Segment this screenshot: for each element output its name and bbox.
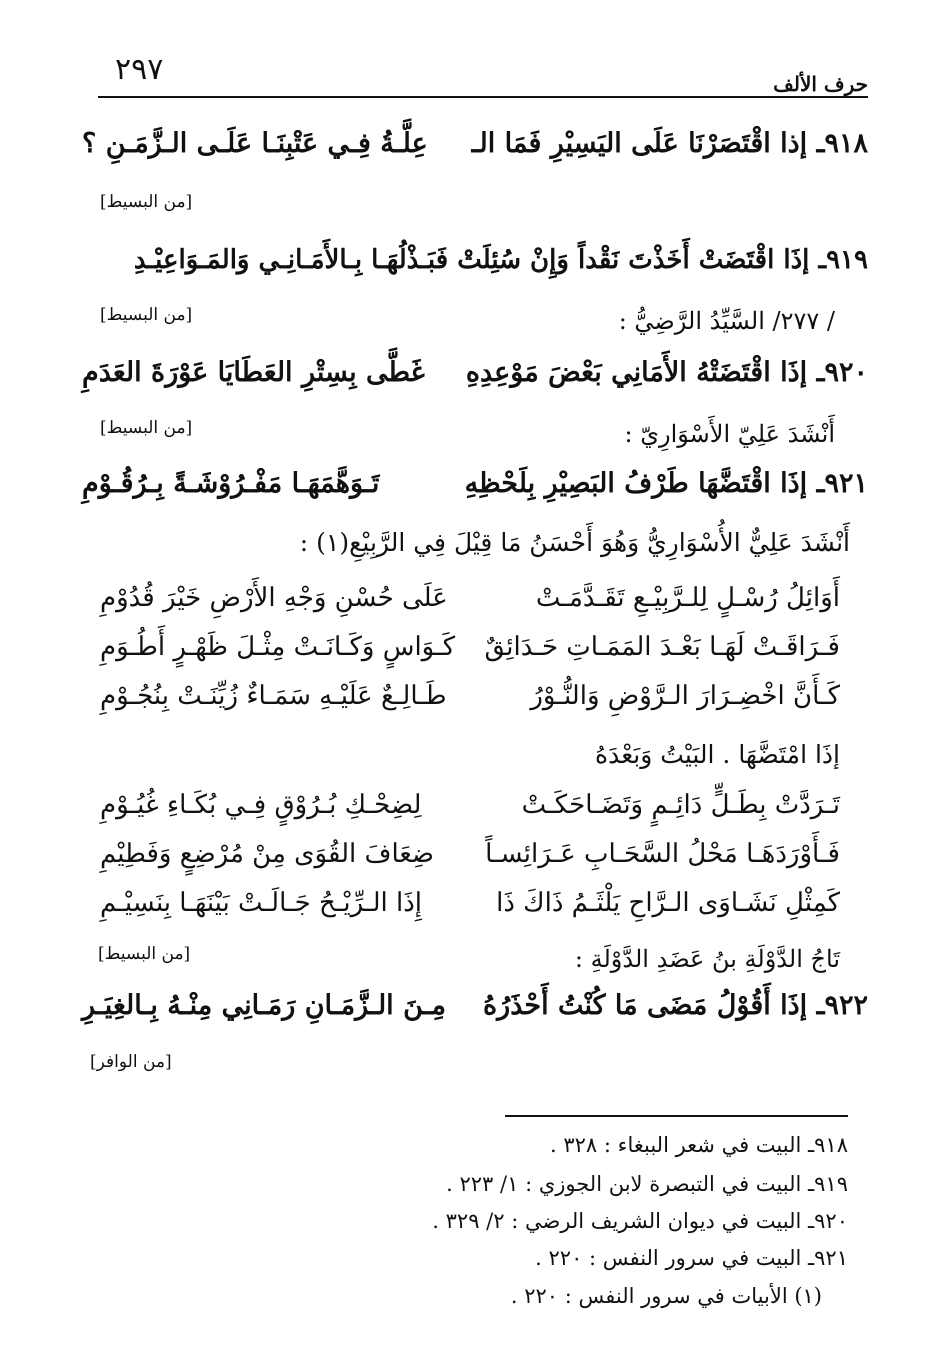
meter-label: [من البسيط] (100, 305, 193, 325)
verse-921-second-hemistich: تَـوَهَّمَهَـا مَفْـرُوْشَـةً بِـرُقُـوْمِ (82, 468, 380, 499)
verse-920-first-hemistich: ٩٢٠ـ إذَا اقْتَضَتْهُ الأَمَانِي بَعْضَ مَوْعِدِهِ (465, 357, 868, 388)
poem-line: كَمِثْلِ نَشَـاوَى الـرَّاحِ يَلْثَـمُ ذَاكَ ذَا إِذَا الـرِّيْـحُ جَـالَـتْ بَيْنَهَـا بِنَسِيْـمِ (100, 888, 840, 918)
verse-922 (82, 990, 868, 1042)
running-header: حرف الألف (773, 72, 868, 96)
header-divider (98, 96, 868, 98)
verse-920-second-hemistich: غَطَّى بِسِتْرِ العَطَايَا عَوْرَةَ العَدَمِ (82, 357, 425, 388)
verse-919-line: ٩١٩ـ إذَا اقْتَضَتْ أَخَذْتَ نَقْداً وَإِنْ سُئِلَتْ فَبَـذْلُهَـا بِـالأَمَـانِـي وَالمَـوَاعِيْـدِ (133, 245, 868, 275)
meter-label: [من البسيط] (100, 418, 193, 438)
poet-attribution: أَنْشَدَ عَلِيّ الأَسْوَارِيّ : (624, 420, 835, 448)
footnote: ٩٢١ـ البيت في سرور النفس : ٢٢٠ . (535, 1246, 848, 1270)
verse-922-first-hemistich: ٩٢٢ـ إذَا أَقُوْلُ مَضَى مَا كُنْتُ أَحْذَرُهُ (483, 990, 868, 1021)
poem-line: فَـأَوْرَدَهَـا مَحْلُ السَّحَـابِ عَـرَائِسـاً ضِعَافَ القُوَى مِنْ مُرْضِعٍ وَفَطِيْمِ (100, 839, 840, 869)
verse-922-second-hemistich: مِـنَ الـزَّمَـانِ رَمَـانِي مِنْـهُ بِـالغِيَـرِ (82, 990, 446, 1021)
footnote: ٩١٨ـ البيت في شعر الببغاء : ٣٢٨ . (549, 1133, 848, 1157)
verse-918-first-hemistich: ٩١٨ـ إذا اقْتَصَرْنَا عَلَى اليَسِيْرِ فَمَا الـ (471, 128, 868, 159)
meter-label: [من البسيط] (100, 192, 193, 212)
poem-line: تَـرَدَّتْ بِطَـلٍّ دَائِـمٍ وَتَضَـاحَكَـتْ لِضِحْـكِ بُـرُوْقٍ فِـي بُكَـاءِ غُيُـوْمِ (100, 790, 840, 820)
verse-918 (82, 128, 868, 180)
meter-label: [من البسيط] (98, 944, 191, 964)
poem-introduction: أَنْشَدَ عَلِيٌّ الأُسْوَارِيُّ وَهُوَ أَحْسَنُ مَا قِيْلَ فِي الرَّبِيْعِ(١) : (299, 528, 850, 557)
footnote: ٩٢٠ـ البيت في ديوان الشريف الرضي : ٢/ ٣٢٩ . (432, 1209, 848, 1233)
verse-918-second-hemistich: عِلَّـةُ فِـي عَتْبِنَـا عَلَـى الـزَّمَـنِ ؟ (82, 128, 428, 159)
verse-920 (82, 357, 868, 409)
poem-line: أَوَائِلُ رُسْـلٍ لِلـرَّبِيْـعِ تَقَـدَّمَـتْ عَلَى حُسْنِ وَجْهِ الأَرْضِ خَيْرَ قُدُوْمِ (100, 583, 840, 613)
verse-921-first-hemistich: ٩٢١ـ إذَا اقْتَضَّهَا طَرْفُ البَصِيْرِ بِلَحْظِهِ (464, 468, 868, 499)
poem-interlude: إذَا امْتَضَّهَا . البَيْتُ وَبَعْدَهُ (595, 740, 840, 769)
poet-attribution: / ٢٧٧/ السَّيِّدُ الرَّضِيُّ : (618, 307, 835, 335)
poem-line: فَـرَاقَـتْ لَهَـا بَعْـدَ المَمَـاتِ حَـدَائِقٌ كَـوَاسٍ وَكَـانَـتْ مِثْـلَ ظَهْـرٍ أَطُـوَمِ (100, 632, 840, 662)
footnote: (١) الأبيات في سرور النفس : ٢٢٠ . (510, 1284, 822, 1308)
verse-919 (82, 245, 868, 297)
footnote: ٩١٩ـ البيت في التبصرة لابن الجوزي : ١/ ٢٢٣ . (446, 1172, 848, 1196)
meter-label: [من الوافر] (90, 1052, 172, 1072)
footnote-divider (505, 1115, 848, 1117)
page-number: ٢٩٧ (115, 52, 164, 87)
poet-attribution: تَاجُ الدَّوْلَةِ بنُ عَضَدِ الدَّوْلَةِ : (574, 945, 840, 973)
verse-921 (82, 468, 868, 520)
poem-line: كَـأَنَّ اخْضِـرَارَ الـرَّوْضِ وَالنُّـوْرُ طَـالِـعٌ عَلَيْـهِ سَمَـاءٌ زُيِّنَـتْ بِنُجُـوْمِ (100, 681, 840, 711)
